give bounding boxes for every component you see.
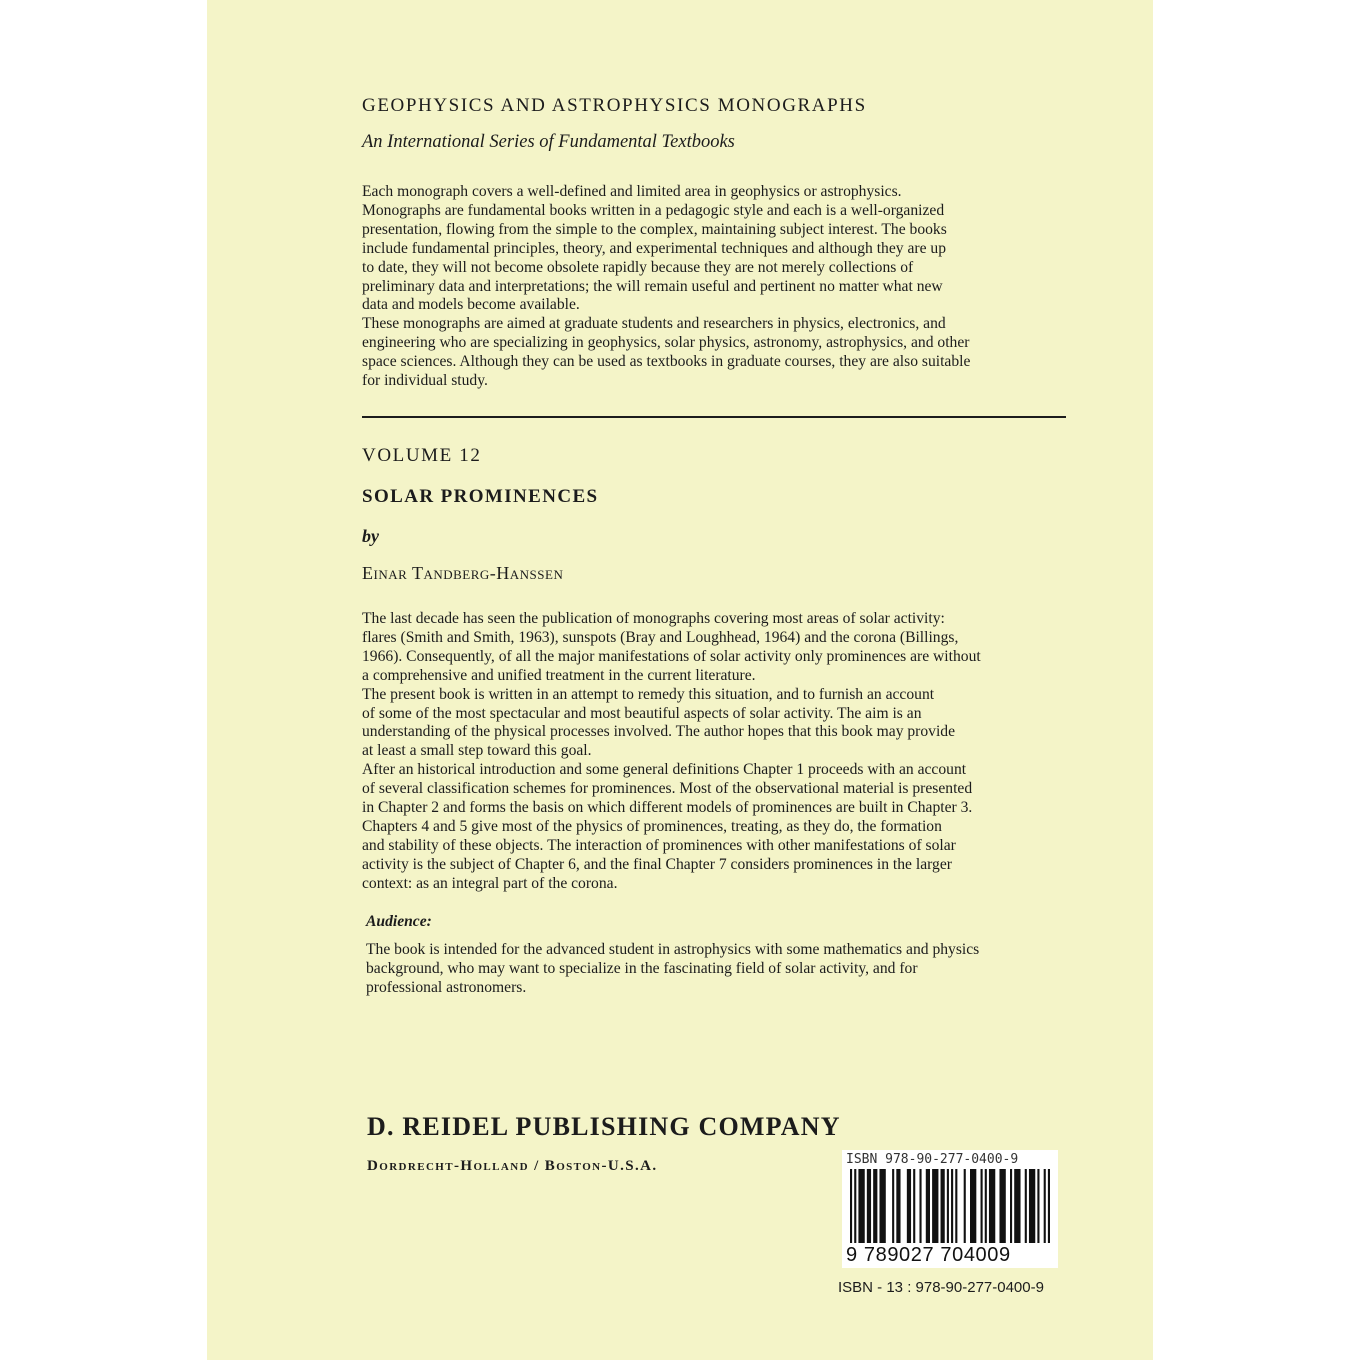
summary-line: at least a small step toward this goal.	[362, 742, 592, 760]
isbn13-text: ISBN - 13 : 978-90-277-0400-9	[838, 1279, 1044, 1296]
summary-line: and stability of these objects. The interaction of prominences with other manifestations of solar	[362, 836, 956, 854]
series-description-line: preliminary data and interpretations; the will remain useful and pertinent no matter what new	[362, 277, 943, 295]
publisher-name: D. REIDEL PUBLISHING COMPANY	[367, 1112, 841, 1141]
series-title: GEOPHYSICS AND ASTROPHYSICS MONOGRAPHS	[362, 95, 867, 116]
series-description-line: to date, they will not become obsolete rapidly because they are not merely collections of	[362, 258, 914, 276]
summary-line: a comprehensive and unified treatment in the current literature.	[362, 666, 756, 684]
audience-label: Audience:	[366, 913, 432, 930]
summary-line: flares (Smith and Smith, 1963), sunspots (Bray and Loughhead, 1964) and the corona (Billings,	[362, 628, 959, 646]
summary-line: 1966). Consequently, of all the major manifestations of solar activity only prominences are without	[362, 647, 981, 665]
series-description-line: Monographs are fundamental books written in a pedagogic style and each is a well-organized	[362, 201, 945, 219]
publisher-location: Dordrecht-Holland / Boston-U.S.A.	[367, 1158, 658, 1174]
barcode-digits: 9 789027 704009	[846, 1244, 1011, 1266]
series-description-line: engineering who are specializing in geophysics, solar physics, astronomy, astrophysics, and other	[362, 334, 970, 352]
series-description	[362, 183, 1067, 391]
series-description-line: for individual study.	[362, 372, 488, 390]
section-divider	[362, 416, 1066, 418]
audience-line: professional astronomers.	[366, 978, 527, 996]
by-label: by	[362, 526, 379, 546]
summary-line: The present book is written in an attempt to remedy this situation, and to furnish an account	[362, 685, 935, 703]
book-summary	[362, 610, 1067, 894]
summary-line: context: as an integral part of the corona.	[362, 874, 618, 892]
book-title: SOLAR PROMINENCES	[362, 486, 599, 507]
author-name: Einar Tandberg-Hanssen	[362, 563, 564, 583]
barcode-isbn-text: ISBN 978-90-277-0400-9	[846, 1152, 1019, 1167]
summary-line: activity is the subject of Chapter 6, and the final Chapter 7 considers prominences in the larger	[362, 855, 952, 873]
summary-line: After an historical introduction and some general definitions Chapter 1 proceeds with an account	[362, 761, 967, 779]
volume-number: VOLUME 12	[362, 445, 482, 466]
audience-line: background, who may want to specialize in the fascinating field of solar activity, and for	[366, 959, 918, 977]
barcode-label	[842, 1150, 1058, 1268]
series-description-line: space sciences. Although they can be used as textbooks in graduate courses, they are also suitable	[362, 353, 971, 371]
audience-text	[366, 941, 1071, 998]
series-subtitle: An International Series of Fundamental Textbooks	[362, 132, 735, 152]
summary-line: Chapters 4 and 5 give most of the physics of prominences, treating, as they do, the formation	[362, 817, 942, 835]
summary-line: of some of the most spectacular and most beautiful aspects of solar activity. The aim is an	[362, 704, 922, 722]
summary-line: of several classification schemes for prominences. Most of the observational material is presented	[362, 780, 973, 798]
series-description-line: Each monograph covers a well-defined and limited area in geophysics or astrophysics.	[362, 183, 902, 200]
summary-line: in Chapter 2 and forms the basis on which different models of prominences are built in Chapter 3.	[362, 799, 973, 817]
series-description-line: presentation, flowing from the simple to the complex, maintaining subject interest. The books	[362, 220, 947, 238]
audience-line: The book is intended for the advanced student in astrophysics with some mathematics and physics	[366, 941, 980, 958]
barcode-icon	[846, 1169, 1054, 1245]
series-description-line: include fundamental principles, theory, and experimental techniques and although they are up	[362, 239, 946, 257]
summary-line: understanding of the physical processes involved. The author hopes that this book may provide	[362, 723, 956, 741]
series-description-line: data and models become available.	[362, 296, 580, 314]
summary-line: The last decade has seen the publication of monographs covering most areas of solar activity:	[362, 610, 945, 627]
series-description-line: These monographs are aimed at graduate students and researchers in physics, electronics, and	[362, 315, 946, 333]
